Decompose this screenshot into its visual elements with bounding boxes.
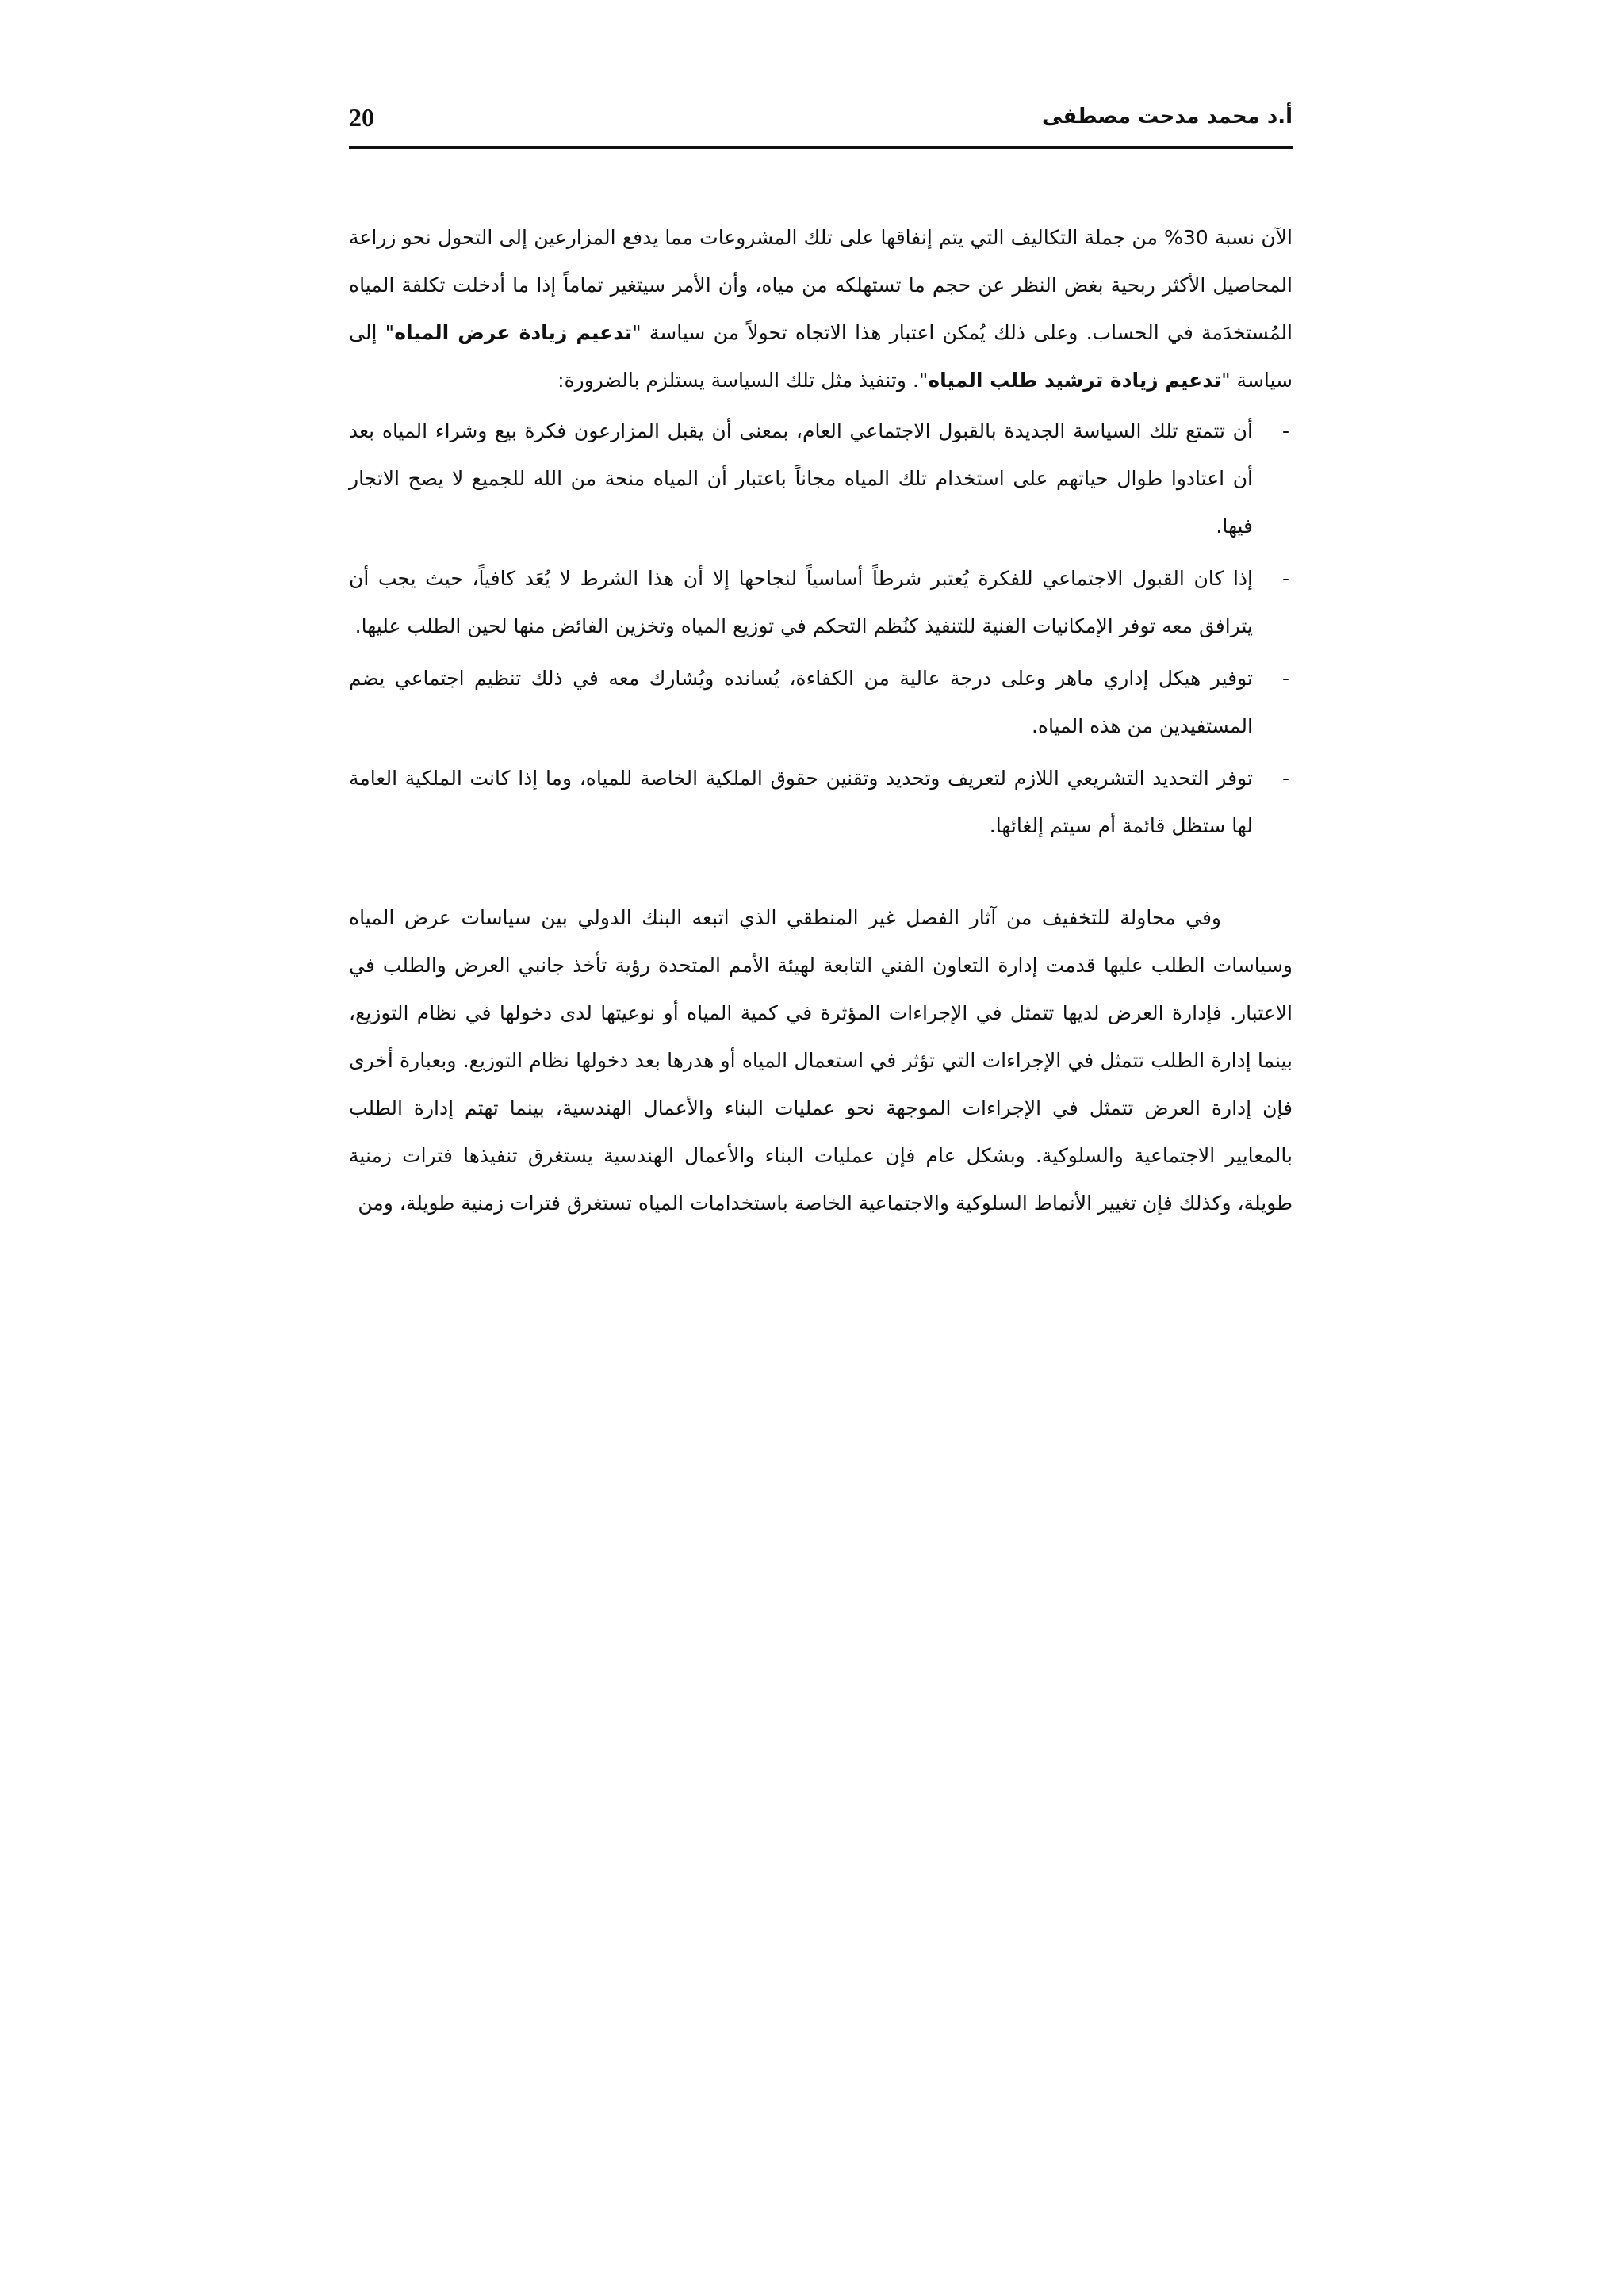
list-item	[349, 755, 1293, 850]
body-text	[349, 214, 1293, 1227]
paragraph-intro	[349, 214, 1293, 404]
bullet-dash: -	[1281, 419, 1289, 442]
list-item-text: توفر التحديد التشريعي اللازم لتعريف وتحديد وتقنين حقوق الملكية الخاصة للمياه، وما إذا كانت الملكية العامة لها ستظل قائمة أم سيتم إلغائها.	[349, 767, 1253, 837]
paragraph-supply-demand: وفي محاولة للتخفيف من آثار الفصل غير المنطقي الذي اتبعه البنك الدولي بين سياسات عرض المياه وسياسات الطلب عليها قدمت إدارة التعاون الفني التابعة لهيئة الأمم المتحدة رؤية تأخذ جانبي العرض والطلب في الاعتبار. فإدارة العرض لديها تتمثل في الإجراءات المؤثرة في كمية المياه أو نوعيتها لدى دخولها في نظام التوزيع، بينما إدارة الطلب تتمثل في الإجراءات التي تؤثر في استعمال المياه أو هدرها بعد دخولها نظام التوزيع. وبعبارة أخرى فإن إدارة العرض تتمثل في الإجراءات الموجهة نحو عمليات البناء والأعمال الهندسية، بينما تهتم إدارة الطلب بالمعايير الاجتماعية والسلوكية. وبشكل عام فإن عمليات البناء والأعمال الهندسية يستغرق تنفيذها فترات زمنية طويلة، وكذلك فإن تغيير الأنماط السلوكية والاجتماعية الخاصة باستخدامات المياه تستغرق فترات زمنية طويلة، ومن	[349, 906, 1293, 1215]
bullet-dash: -	[1281, 667, 1289, 690]
list-item	[349, 408, 1293, 550]
list-item-text: توفير هيكل إداري ماهر وعلى درجة عالية من الكفاءة، يُسانده ويُشارك معه في ذلك تنظيم اجتماعي يضم المستفيدين من هذه المياه.	[349, 667, 1253, 737]
intro-text-2: " إلى سياسة "	[349, 321, 1293, 392]
running-head-author: أ.د محمد مدحت مصطفى	[1041, 105, 1293, 128]
page-header	[349, 101, 1293, 149]
list-item-text: إذا كان القبول الاجتماعي للفكرة يُعتبر شرطاً أساسياً لنجاحها إلا أن هذا الشرط لا يُعَد كافياً، حيث يجب أن يترافق معه توفر الإمكانيات الفنية للتنفيذ كنُظم التحكم في توزيع المياه وتخزين الفائض منها لحين الطلب عليها.	[349, 567, 1253, 637]
list-item-text: أن تتمتع تلك السياسة الجديدة بالقبول الاجتماعي العام، بمعنى أن يقبل المزارعون فكرة بيع وشراء المياه بعد أن اعتادوا طوال حياتهم على استخدام تلك المياه مجاناً باعتبار أن المياه منحة من الله للجميع لا يصح الاتجار فيها.	[349, 419, 1253, 538]
policy-term-demand: تدعيم زيادة ترشيد طلب المياه	[928, 369, 1222, 392]
intro-text-3: ". وتنفيذ مثل تلك السياسة يستلزم بالضرورة:	[557, 369, 929, 392]
list-item	[349, 555, 1293, 650]
requirements-list	[349, 408, 1293, 850]
intro-text-1: الآن نسبة 30% من جملة التكاليف التي يتم إنفاقها على تلك المشروعات مما يدفع المزارعين إلى التحول نحو زراعة المحاصيل الأكثر ربحية بغض النظر عن حجم ما تستهلكه من مياه، وأن الأمر سيتغير تماماً إذا ما أدخلت تكلفة المياه المُستخدَمة في الحساب. وعلى ذلك يُمكن اعتبار هذا الاتجاه تحولاً من سياسة "	[349, 226, 1293, 344]
page-number: 20	[349, 103, 374, 132]
policy-term-supply: تدعيم زيادة عرض المياه	[394, 321, 633, 344]
bullet-dash: -	[1281, 767, 1289, 790]
bullet-dash: -	[1281, 567, 1289, 590]
list-item	[349, 655, 1293, 750]
